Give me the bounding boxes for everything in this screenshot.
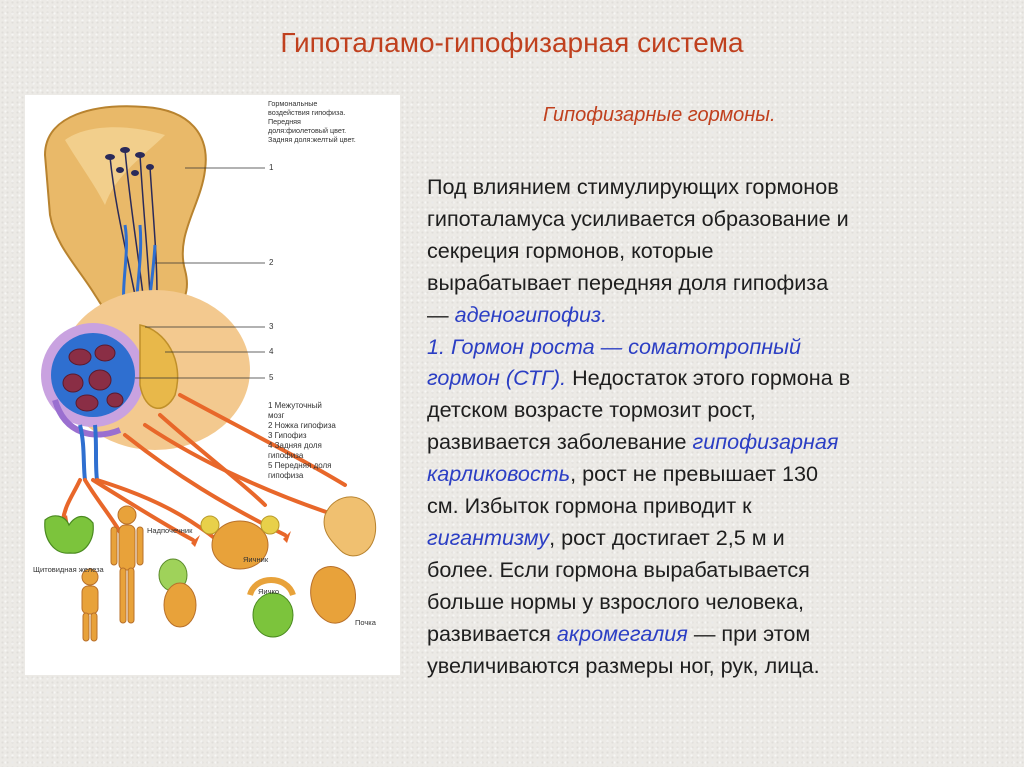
- text-segment: , рост достигает 2,5 м и: [549, 524, 785, 550]
- key-line: 4 Задняя доля: [268, 441, 322, 450]
- key-line: 2 Ножка гипофиза: [268, 421, 336, 430]
- testis: [253, 593, 293, 637]
- text-line: [427, 203, 1007, 235]
- pointer-number: 3: [269, 322, 274, 331]
- ovary-left: [201, 516, 219, 534]
- organ-label-testis: Яичко: [258, 587, 280, 596]
- text-line: [427, 458, 1007, 490]
- body-text: [427, 171, 1007, 682]
- child-figure: [82, 569, 98, 641]
- slide-title: Гипоталамо-гипофизарная система: [280, 27, 744, 58]
- text-line: [427, 235, 1007, 267]
- pointer-number: 5: [269, 373, 274, 382]
- organ-label-thyroid: Щитовидная железа: [33, 565, 104, 574]
- adrenal-kidney: [164, 583, 196, 627]
- text-segment: Недостаток этого гормона в: [566, 365, 851, 391]
- text-line: [427, 426, 1007, 458]
- emphasized-term: гигантизму: [427, 524, 550, 550]
- text-segment: детском возрасте тормозит рост,: [427, 397, 756, 423]
- legend-line: доля:фиолетовый цвет.: [268, 126, 347, 135]
- ovary-right: [261, 516, 279, 534]
- text-segment: — при этом: [687, 620, 811, 646]
- text-line: [427, 331, 1007, 363]
- legend-line: Задняя доля:желтый цвет.: [268, 135, 356, 144]
- text-line: [427, 362, 1007, 394]
- pituitary-diagram: [25, 95, 400, 675]
- text-line: [427, 554, 1007, 586]
- thyroid-gland: [45, 516, 93, 553]
- key-line: гипофиза: [268, 471, 304, 480]
- text-line: [427, 171, 1007, 203]
- legend-line: воздействия гипофиза.: [268, 108, 346, 117]
- emphasized-term: карликовость: [427, 461, 571, 487]
- legend-line: Передняя: [268, 117, 301, 126]
- emphasized-term: гипофизарная: [692, 429, 839, 455]
- legend-line: Гормональные: [268, 99, 318, 108]
- slide-subtitle: Гипофизарные гормоны.: [543, 104, 776, 126]
- text-segment: , рост не превышает 130: [570, 461, 818, 487]
- text-line: [427, 586, 1007, 618]
- text-segment: развивается: [427, 620, 557, 646]
- text-segment: Под влиянием стимулирующих гормонов: [427, 174, 839, 199]
- text-segment: —: [427, 301, 455, 327]
- key-line: мозг: [268, 411, 285, 420]
- text-segment: больше нормы у взрослого человека,: [427, 588, 804, 614]
- pointer-number: 4: [269, 347, 274, 356]
- text-segment: более. Если гормона вырабатывается: [427, 556, 810, 582]
- key-line: 1 Межуточный: [268, 401, 322, 410]
- organ-label-ovary: Яичник: [243, 555, 269, 564]
- text-line: [427, 299, 1007, 331]
- organ-label-adrenal: Надпочечник: [147, 526, 193, 535]
- breast-gland: [324, 497, 376, 556]
- text-line: [427, 267, 1007, 299]
- text-segment: гипоталамуса усиливается образование и: [427, 205, 849, 231]
- text-segment: развивается заболевание: [427, 429, 693, 455]
- key-line: 5 Передняя доля: [268, 461, 332, 470]
- pointer-number: 2: [269, 258, 274, 267]
- emphasized-term: акромегалия: [556, 620, 688, 646]
- text-line: [427, 650, 1007, 682]
- text-line: [427, 490, 1007, 522]
- pointer-number: 1: [269, 163, 274, 172]
- emphasized-term: аденогипофиз.: [454, 301, 608, 327]
- kidney: [311, 567, 356, 624]
- figure-legend: [268, 99, 396, 144]
- text-line: [427, 394, 1007, 426]
- text-segment: секреция гормонов, которые: [427, 237, 714, 263]
- organ-label-kidney: Почка: [355, 618, 376, 627]
- key-line: 3 Гипофиз: [268, 431, 307, 440]
- text-segment: см. Избыток гормона приводит к: [427, 493, 752, 519]
- text-segment: вырабатывает передняя доля гипофиза: [427, 269, 829, 295]
- key-line: гипофиза: [268, 451, 304, 460]
- emphasized-term: 1. Гормон роста — соматотропный: [427, 333, 801, 359]
- pituitary-illustration: [25, 95, 400, 675]
- figure-key: [268, 401, 378, 481]
- text-line: [427, 522, 1007, 554]
- emphasized-term: гормон (СТГ).: [427, 365, 567, 391]
- text-line: [427, 618, 1007, 650]
- text-segment: увеличиваются размеры ног, рук, лица.: [427, 652, 820, 678]
